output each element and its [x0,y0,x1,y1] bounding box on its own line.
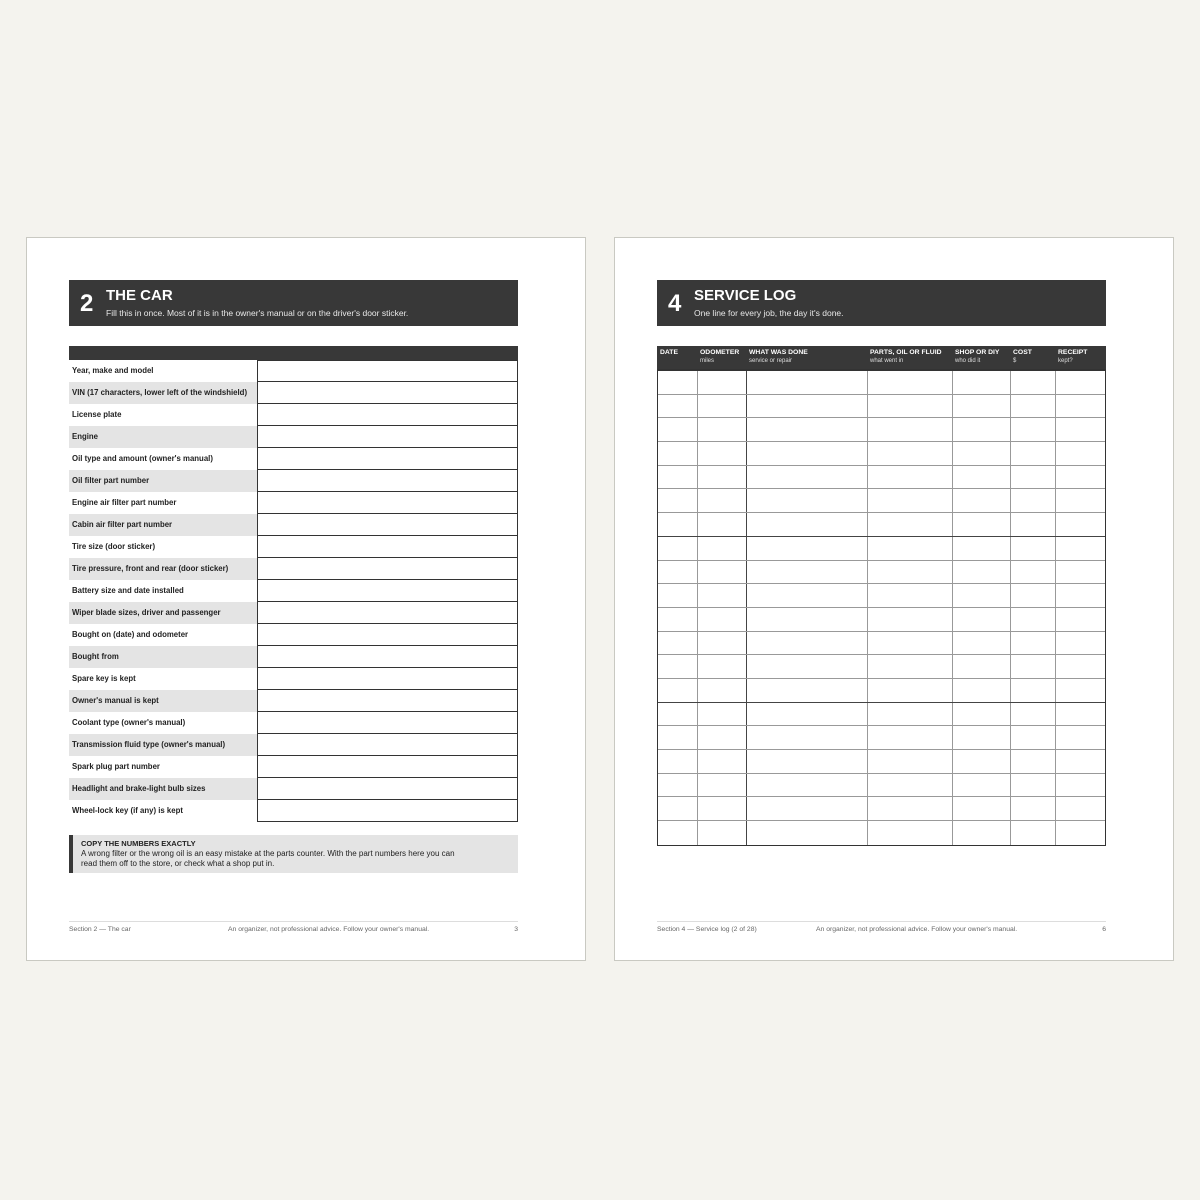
log-cell[interactable] [1056,584,1105,607]
log-cell[interactable] [868,703,953,726]
log-cell[interactable] [747,608,868,631]
section-title: SERVICE LOG [694,287,797,304]
log-column-header [867,349,952,366]
note-box [69,835,518,873]
log-cell[interactable] [953,513,1011,536]
log-cell[interactable] [1011,395,1056,418]
log-cell[interactable] [698,395,747,418]
log-cell[interactable] [953,395,1011,418]
log-cell[interactable] [1011,608,1056,631]
log-cell[interactable] [953,797,1011,820]
log-cell[interactable] [1011,561,1056,584]
log-row [658,371,1105,395]
log-cell[interactable] [1011,632,1056,655]
car-field-label: Wiper blade sizes, driver and passenger [69,602,257,624]
log-cell[interactable] [1056,513,1105,536]
log-column-subtitle: who did it [955,358,981,364]
log-cell[interactable] [1056,371,1105,394]
car-field-label: Battery size and date installed [72,586,184,595]
log-column-subtitle: miles [700,358,715,364]
car-field-entry[interactable] [257,536,518,558]
log-row [658,821,1105,845]
car-field-row [69,382,518,404]
log-cell[interactable] [698,513,747,536]
log-cell[interactable] [868,537,953,560]
footer-disclaimer: An organizer, not professional advice. Follow your owner's manual. [816,926,1018,933]
car-field-row [69,404,518,426]
log-cell[interactable] [747,726,868,749]
log-column-title: COST [1013,349,1032,356]
car-field-label: Headlight and brake-light bulb sizes [69,778,257,800]
log-row [658,584,1105,608]
section-number: 2 [80,290,94,317]
log-cell[interactable] [953,418,1011,441]
log-row [658,537,1105,561]
car-field-entry[interactable] [257,690,518,712]
log-column-title: SHOP OR DIY [955,349,1000,356]
car-field-label: Spark plug part number [72,762,160,771]
car-field-label: License plate [72,410,122,419]
car-field-label: Engine [69,426,257,448]
car-field-label: VIN (17 characters, lower left of the windshield) [69,382,257,404]
car-field-label: Bought on (date) and odometer [72,630,189,639]
log-cell[interactable] [747,797,868,820]
car-field-row [69,492,518,514]
log-cell[interactable] [1011,774,1056,797]
log-cell[interactable] [868,821,953,845]
car-field-row [69,426,518,448]
car-field-entry[interactable] [257,734,518,756]
log-cell[interactable] [1011,821,1056,845]
car-field-entry[interactable] [257,580,518,602]
log-cell[interactable] [747,418,868,441]
car-field-entry[interactable] [257,360,518,382]
log-cell[interactable] [953,466,1011,489]
log-cell[interactable] [1011,584,1056,607]
log-cell[interactable] [953,584,1011,607]
log-row [658,466,1105,490]
log-row [658,608,1105,632]
log-cell[interactable] [698,418,747,441]
log-column-title: RECEIPT [1058,349,1088,356]
log-cell[interactable] [868,418,953,441]
car-field-entry[interactable] [257,470,518,492]
log-row [658,561,1105,585]
log-cell[interactable] [1011,679,1056,702]
log-column-title: PARTS, OIL OR FLUID [870,349,942,356]
log-column-title: DATE [660,349,678,356]
log-cell[interactable] [1056,821,1105,845]
car-field-entry[interactable] [257,800,518,822]
log-cell[interactable] [658,418,698,441]
log-cell[interactable] [698,750,747,773]
log-cell[interactable] [868,395,953,418]
footer-page-number: 3 [514,926,518,933]
log-row [658,632,1105,656]
log-cell[interactable] [1056,537,1105,560]
car-field-entry[interactable] [257,404,518,426]
log-cell[interactable] [698,797,747,820]
log-cell[interactable] [747,371,868,394]
log-row [658,442,1105,466]
log-cell[interactable] [953,537,1011,560]
log-column-subtitle: service or repair [749,358,793,364]
log-cell[interactable] [1011,418,1056,441]
log-cell[interactable] [953,679,1011,702]
log-cell[interactable] [698,608,747,631]
car-table-header-bar [69,346,518,360]
car-field-label: Wheel-lock key (if any) is kept [72,806,183,815]
log-cell[interactable] [658,561,698,584]
log-row [658,703,1105,727]
car-field-label: Oil filter part number [69,470,257,492]
log-cell[interactable] [1056,489,1105,512]
log-cell[interactable] [1056,561,1105,584]
log-cell[interactable] [1056,442,1105,465]
log-row [658,489,1105,513]
page-footer [657,921,1106,940]
car-field-row [69,690,518,712]
car-page [26,237,586,961]
log-cell[interactable] [868,442,953,465]
car-field-row [69,514,518,536]
log-column-title: WHAT WAS DONE [749,349,808,356]
log-cell[interactable] [747,442,868,465]
log-cell[interactable] [868,679,953,702]
log-cell[interactable] [747,750,868,773]
log-column-header [1055,349,1106,366]
log-cell[interactable] [698,632,747,655]
log-cell[interactable] [1056,750,1105,773]
log-cell[interactable] [698,371,747,394]
log-cell[interactable] [1056,632,1105,655]
log-row [658,750,1105,774]
section-subtitle: Fill this in once. Most of it is in the owner's manual or on the driver's door sticker. [106,308,409,318]
log-cell[interactable] [1011,466,1056,489]
car-field-row [69,734,518,756]
log-cell[interactable] [953,655,1011,678]
log-cell[interactable] [1056,608,1105,631]
log-cell[interactable] [698,679,747,702]
car-field-row [69,580,518,602]
log-cell[interactable] [658,537,698,560]
log-cell[interactable] [658,821,698,845]
car-field-entry[interactable] [257,756,518,778]
log-cell[interactable] [747,395,868,418]
car-field-entry[interactable] [257,624,518,646]
log-cell[interactable] [868,797,953,820]
log-column-header [1010,349,1055,366]
log-cell[interactable] [658,513,698,536]
car-field-row [69,668,518,690]
log-cell[interactable] [747,632,868,655]
log-cell[interactable] [1011,537,1056,560]
car-field-label: Cabin air filter part number [69,514,257,536]
log-cell[interactable] [1011,442,1056,465]
car-field-entry[interactable] [257,602,518,624]
log-column-subtitle: kept? [1058,358,1073,364]
log-cell[interactable] [698,774,747,797]
car-field-label: Owner's manual is kept [69,690,257,712]
service-log-header [657,346,1106,369]
car-field-label: Tire pressure, front and rear (door sticker) [69,558,257,580]
log-cell[interactable] [658,442,698,465]
service-log-body [657,369,1106,846]
log-row [658,726,1105,750]
log-cell[interactable] [1011,655,1056,678]
log-row [658,395,1105,419]
log-cell[interactable] [747,703,868,726]
car-field-row [69,360,518,382]
log-cell[interactable] [658,679,698,702]
log-cell[interactable] [698,466,747,489]
log-cell[interactable] [747,679,868,702]
car-field-entry[interactable] [257,492,518,514]
log-cell[interactable] [658,655,698,678]
log-row [658,418,1105,442]
log-cell[interactable] [1011,371,1056,394]
log-cell[interactable] [698,537,747,560]
log-cell[interactable] [1056,774,1105,797]
car-field-entry[interactable] [257,712,518,734]
log-cell[interactable] [1011,797,1056,820]
log-cell[interactable] [698,442,747,465]
log-cell[interactable] [1056,797,1105,820]
log-cell[interactable] [698,561,747,584]
log-cell[interactable] [868,655,953,678]
log-cell[interactable] [658,797,698,820]
log-cell[interactable] [658,584,698,607]
car-field-label: Spare key is kept [72,674,136,683]
log-column-subtitle: $ [1013,358,1017,364]
car-field-row [69,800,518,822]
log-cell[interactable] [698,655,747,678]
log-row [658,679,1105,703]
log-cell[interactable] [698,584,747,607]
log-cell[interactable] [1011,513,1056,536]
car-field-entry[interactable] [257,558,518,580]
log-cell[interactable] [953,442,1011,465]
log-cell[interactable] [747,821,868,845]
car-field-entry[interactable] [257,668,518,690]
log-cell[interactable] [747,466,868,489]
log-cell[interactable] [868,632,953,655]
log-cell[interactable] [658,703,698,726]
log-cell[interactable] [953,489,1011,512]
log-cell[interactable] [953,821,1011,845]
log-column-header [952,349,1010,366]
car-field-row [69,558,518,580]
log-cell[interactable] [868,489,953,512]
car-info-table [69,346,518,822]
log-cell[interactable] [1011,489,1056,512]
log-cell[interactable] [1056,466,1105,489]
log-cell[interactable] [1056,726,1105,749]
log-column-header [746,349,867,366]
car-field-row [69,624,518,646]
car-field-row [69,536,518,558]
log-cell[interactable] [953,750,1011,773]
log-cell[interactable] [1011,726,1056,749]
log-cell[interactable] [953,726,1011,749]
log-cell[interactable] [868,466,953,489]
log-cell[interactable] [868,608,953,631]
log-cell[interactable] [658,395,698,418]
log-cell[interactable] [658,608,698,631]
log-column-title: ODOMETER [700,349,740,356]
log-cell[interactable] [747,584,868,607]
log-cell[interactable] [658,774,698,797]
log-row [658,513,1105,537]
log-cell[interactable] [658,726,698,749]
car-field-label: Tire size (door sticker) [72,542,156,551]
log-cell[interactable] [868,750,953,773]
log-cell[interactable] [953,561,1011,584]
log-cell[interactable] [747,655,868,678]
service-log-table [657,346,1106,846]
log-cell[interactable] [953,371,1011,394]
page-footer [69,921,518,940]
section-number: 4 [668,290,682,317]
log-cell[interactable] [1011,703,1056,726]
car-field-entry[interactable] [257,448,518,470]
footer-page-number: 6 [1102,926,1106,933]
log-cell[interactable] [1056,703,1105,726]
log-cell[interactable] [1056,395,1105,418]
log-column-header [657,349,697,357]
log-cell[interactable] [747,489,868,512]
car-field-row [69,602,518,624]
log-cell[interactable] [953,703,1011,726]
car-field-label: Year, make and model [72,366,154,375]
log-cell[interactable] [698,821,747,845]
log-cell[interactable] [698,489,747,512]
log-cell[interactable] [953,774,1011,797]
car-field-row [69,778,518,800]
log-cell[interactable] [868,513,953,536]
log-cell[interactable] [1011,750,1056,773]
car-field-row [69,470,518,492]
log-cell[interactable] [1056,679,1105,702]
log-cell[interactable] [698,703,747,726]
car-field-label: Transmission fluid type (owner's manual) [69,734,257,756]
footer-disclaimer: An organizer, not professional advice. Follow your owner's manual. [228,926,430,933]
log-column-header [697,349,746,366]
car-field-label: Engine air filter part number [72,498,177,507]
car-field-entry[interactable] [257,778,518,800]
log-cell[interactable] [658,750,698,773]
log-cell[interactable] [658,489,698,512]
log-cell[interactable] [747,774,868,797]
service-log-page [614,237,1174,961]
car-field-entry[interactable] [257,514,518,536]
section-subtitle: One line for every job, the day it's done. [694,308,844,318]
log-column-subtitle: what went in [870,358,904,364]
car-field-row [69,712,518,734]
log-cell[interactable] [953,608,1011,631]
log-cell[interactable] [868,774,953,797]
log-cell[interactable] [658,632,698,655]
footer-section: Section 2 — The car [69,926,131,933]
footer-section: Section 4 — Service log (2 of 28) [657,926,757,933]
car-field-label: Oil type and amount (owner's manual) [72,454,213,463]
car-field-row [69,448,518,470]
log-row [658,797,1105,821]
log-cell[interactable] [953,632,1011,655]
log-cell[interactable] [747,513,868,536]
car-field-entry[interactable] [257,382,518,404]
car-field-row [69,646,518,668]
car-field-label: Bought from [69,646,257,668]
log-cell[interactable] [868,371,953,394]
log-cell[interactable] [658,371,698,394]
log-row [658,655,1105,679]
log-cell[interactable] [868,561,953,584]
section-title: THE CAR [106,287,173,304]
car-field-entry[interactable] [257,646,518,668]
log-cell[interactable] [868,726,953,749]
log-cell[interactable] [658,466,698,489]
car-field-entry[interactable] [257,426,518,448]
log-cell[interactable] [747,561,868,584]
log-cell[interactable] [747,537,868,560]
log-cell[interactable] [868,584,953,607]
log-row [658,774,1105,798]
section-header [69,280,518,326]
note-title: COPY THE NUMBERS EXACTLY [81,839,196,848]
car-field-label: Coolant type (owner's manual) [72,718,186,727]
car-field-row [69,756,518,778]
note-body: A wrong filter or the wrong oil is an easy mistake at the parts counter. With the part numbers here you can read them off to the store, or check what a shop put in. [81,849,455,868]
car-table-rows [69,360,518,822]
section-header [657,280,1106,326]
log-cell[interactable] [698,726,747,749]
log-cell[interactable] [1056,418,1105,441]
log-cell[interactable] [1056,655,1105,678]
